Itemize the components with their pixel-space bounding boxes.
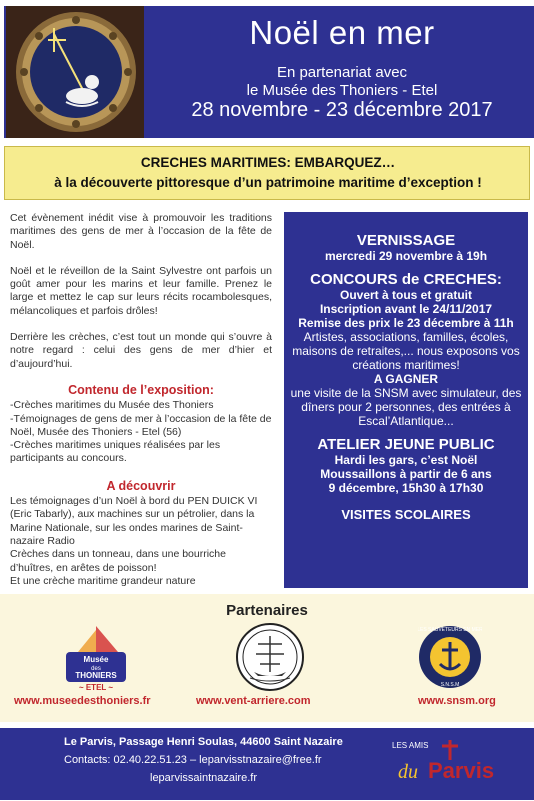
banner-subheadline: à la découverte pittoresque d’un patrimoine maritime d’exception ! <box>54 175 482 190</box>
contents-item: -Crèches maritimes uniques réalisées par les participants au concours. <box>10 439 221 465</box>
discover-heading: A découvrir <box>106 478 176 493</box>
contest-registration: Inscription avant le 24/11/2017 <box>319 302 493 316</box>
contents-item: -Crèches maritimes du Musée des Thoniers <box>10 399 214 412</box>
event-dates: 28 novembre - 23 décembre 2017 <box>191 99 493 121</box>
contact-info: Contacts: 02.40.22.51.23 – leparvisstnazaire@free.fr <box>64 754 322 766</box>
venue-website-link[interactable]: leparvissaintnazaire.fr <box>150 772 257 784</box>
partners-section <box>0 594 534 722</box>
porthole-image <box>6 6 144 138</box>
snsm-logo <box>418 622 482 692</box>
snsm-logo-text: LES SAUVETEURS EN MER <box>418 627 482 633</box>
partnership-line-2: le Musée des Thoniers - Etel <box>246 82 438 99</box>
event-title: Noël en mer <box>249 14 435 51</box>
school-visits: VISITES SCOLAIRES <box>341 507 471 522</box>
amis-du-parvis-logo <box>388 734 498 796</box>
porthole-illustration <box>6 6 144 138</box>
logo-parvis-text: Parvis <box>428 758 495 783</box>
logo-text-etel: ~ ETEL ~ <box>78 683 114 692</box>
contest-awards: Remise des prix le 23 décembre à 11h <box>298 316 514 330</box>
workshop-line-1: Hardi les gars, c’est Noël <box>334 453 478 467</box>
logo-du-text: du <box>398 761 418 783</box>
prizes-text: une visite de la SNSM avec simulateur, des dîners pour 2 personnes, des entrées à Escal’Atlantique... <box>290 386 522 428</box>
discover-item: Et une crèche maritime grandeur nature <box>10 574 196 587</box>
highlight-banner <box>4 146 530 200</box>
intro-paragraph: Cet évènement inédit vise à promouvoir les traditions maritimes des gens de mer à l’occasion de la fête de Noël. <box>10 212 272 251</box>
logo-small-text: LES AMIS <box>392 741 429 750</box>
workshop-line-2: Moussaillons à partir de 6 ans <box>320 467 492 481</box>
prizes-title: A GAGNER <box>373 372 439 386</box>
footer <box>0 728 534 800</box>
vernissage-date: mercredi 29 novembre à 19h <box>324 249 488 263</box>
story-paragraph: Noël et le réveillon de la Saint Sylvestre ont parfois un goût amer pour les marins et leur famille. Prenez le large et mettez le cap sur leurs récits rocambolesques, mélancoliques et parfois drôles! <box>10 264 272 317</box>
banner-headline: CRECHES MARITIMES: EMBARQUEZ… <box>140 155 396 170</box>
contents-heading: Contenu de l’exposition: <box>68 382 214 397</box>
vernissage-title: VERNISSAGE <box>356 232 456 249</box>
partners-heading: Partenaires <box>226 602 308 619</box>
contest-title: CONCOURS de CRECHES: <box>310 271 502 288</box>
snsm-logo-sub: S.N.S.M <box>440 682 460 688</box>
logo-text-musee: Musée <box>83 655 109 664</box>
description-column <box>10 212 272 588</box>
contest-description: Artistes, associations, familles, écoles, maisons de retraites,... nous exposons vos créations maritimes! <box>292 330 520 372</box>
snsm-website-link[interactable]: www.snsm.org <box>418 695 496 707</box>
logo-text-des: des <box>91 666 101 672</box>
discover-item: Crèches dans un tonneau, dans une bourriche d’huîtres, en arêtes de poisson! <box>10 548 226 574</box>
discover-item: Les témoignages d’un Noël à bord du PEN DUICK VI (Eric Tabarly), aux machines sur un pétrolier, dans la Marine Nationale, sur les ondes marines de Saint-nazaire Radio <box>10 495 258 547</box>
workshop-title: ATELIER JEUNE PUBLIC <box>317 436 495 453</box>
partnership-line-1: En partenariat avec <box>276 64 408 81</box>
vent-arriere-website-link[interactable]: www.vent-arriere.com <box>196 695 311 707</box>
workshop-line-3: 9 décembre, 15h30 à 17h30 <box>328 481 484 495</box>
musee-thoniers-logo <box>56 622 136 692</box>
vent-arriere-logo <box>230 622 310 692</box>
contents-item: -Témoignages de gens de mer à l’occasion de la fête de Noël, Musée des Thoniers - Etel (56) <box>10 412 272 438</box>
museum-website-link[interactable]: www.museedesthoniers.fr <box>14 695 151 707</box>
world-paragraph: Derrière les crèches, c’est tout un monde qui s’ouvre à notre regard : celui des gens de mer d’hier et d’aujourd’hui. <box>10 331 272 370</box>
contest-open: Ouvert à tous et gratuit <box>339 288 473 302</box>
venue-address: Le Parvis, Passage Henri Soulas, 44600 Saint Nazaire <box>64 736 343 748</box>
events-panel <box>284 212 528 588</box>
header <box>0 0 534 142</box>
logo-text-thoniers: THONIERS <box>75 671 117 680</box>
